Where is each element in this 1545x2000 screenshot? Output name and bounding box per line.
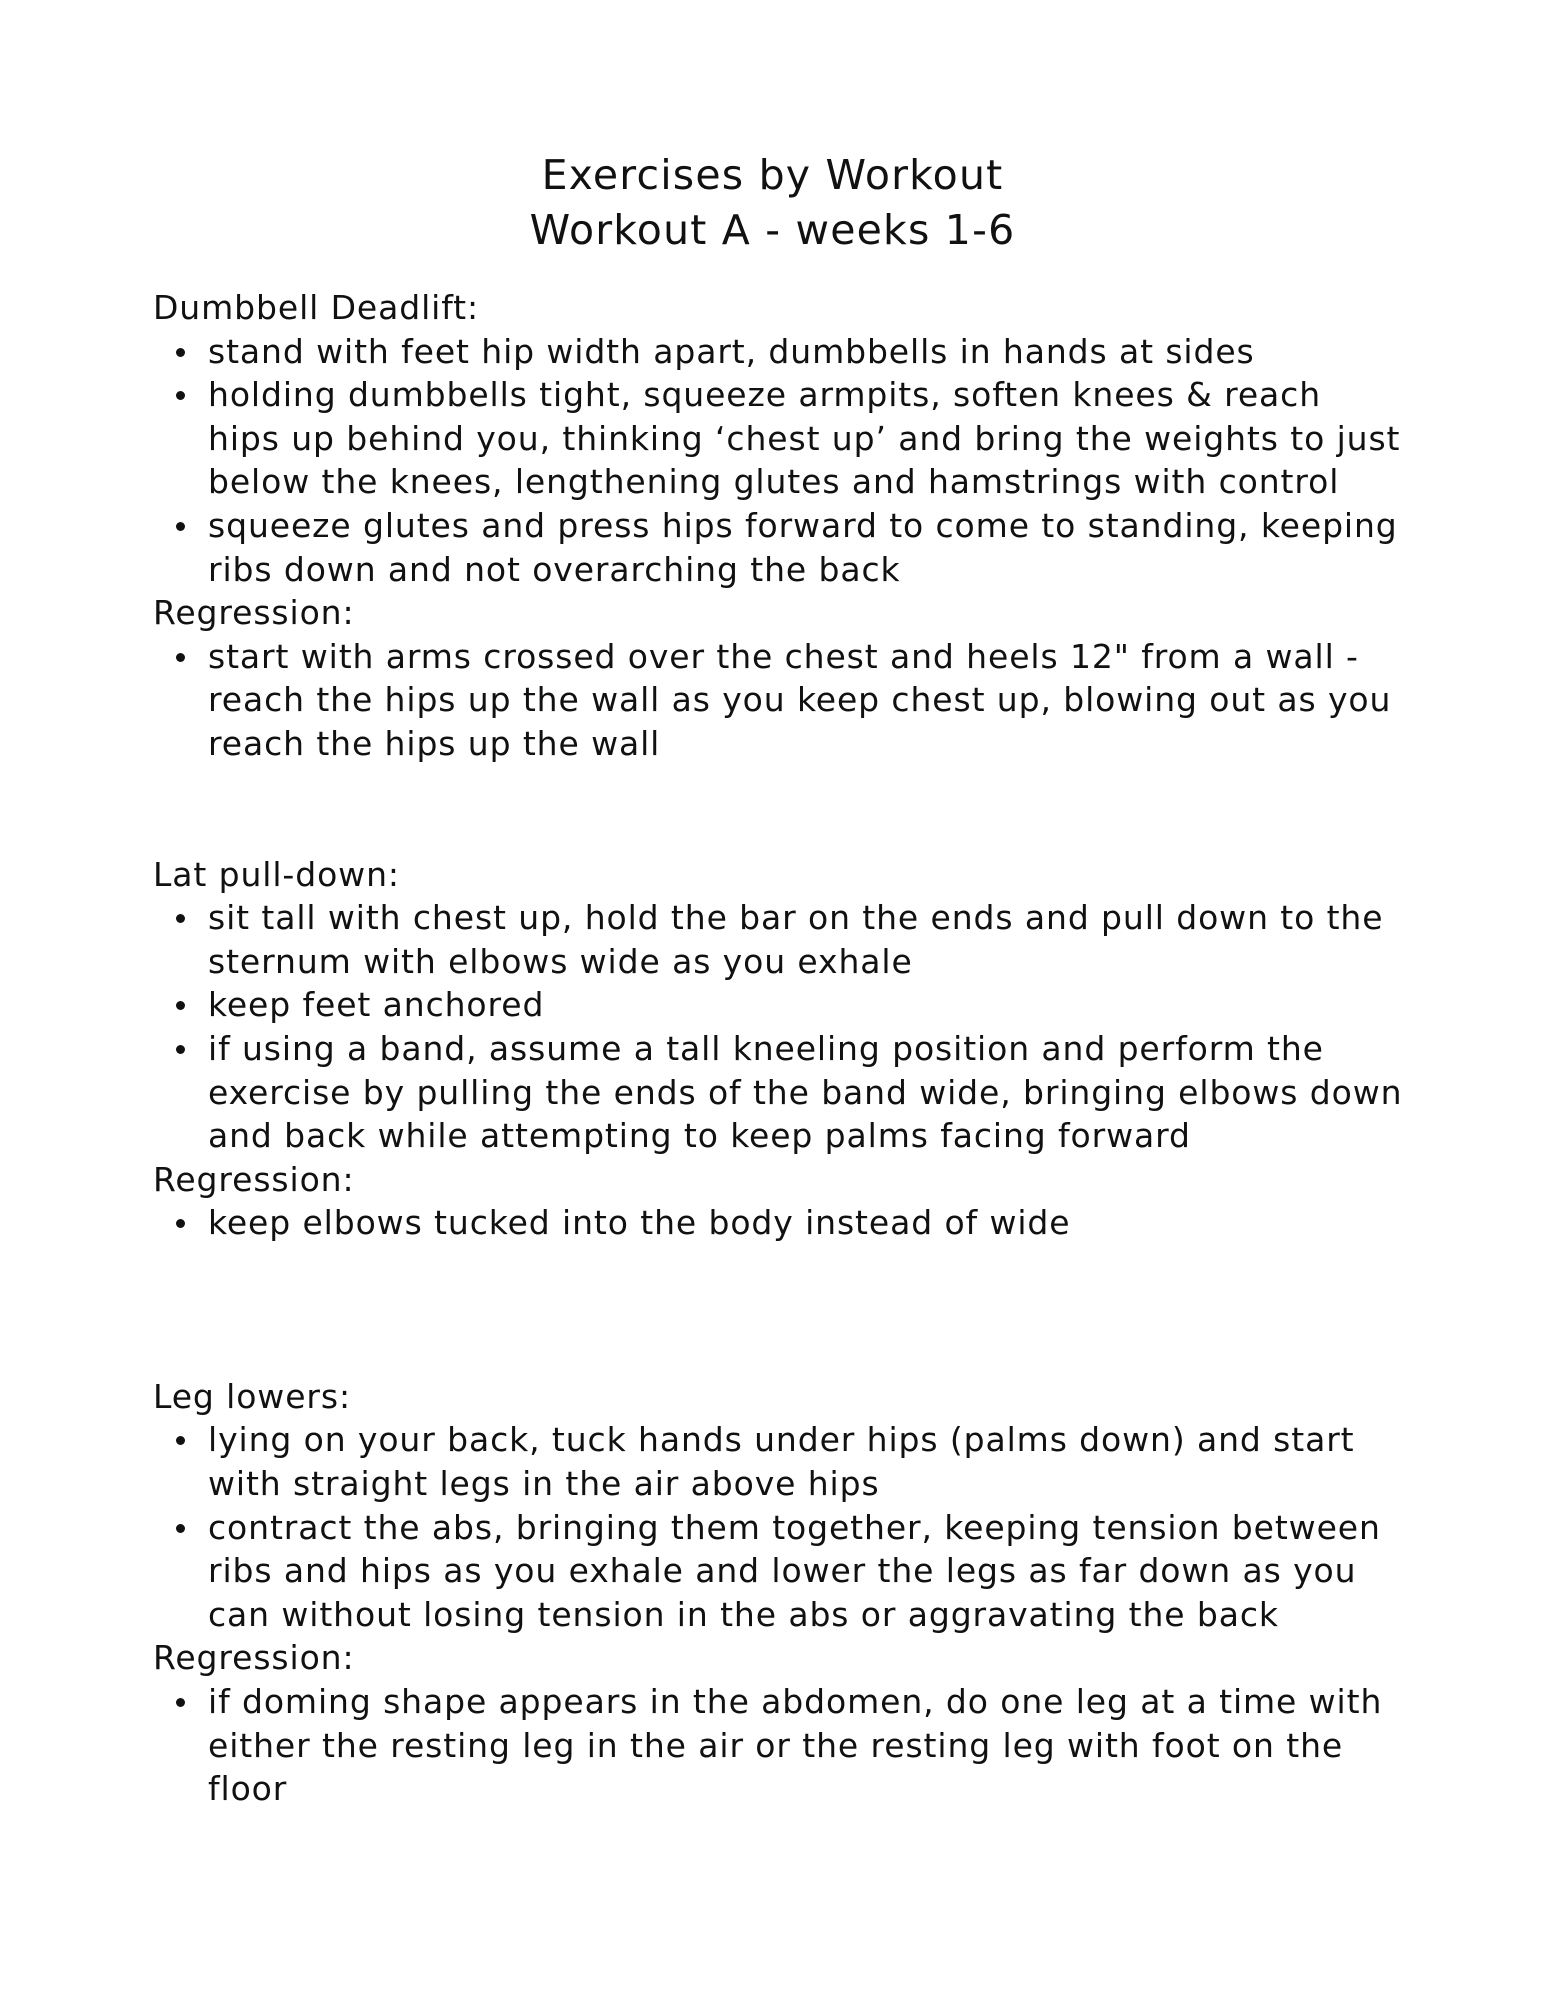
steps-list [153,330,1403,592]
regression-list [153,1201,1403,1245]
exercise-section-lat-pull-down [153,853,1403,1245]
section-spacer [153,766,1403,853]
title-line-2: Workout A - weeks 1-6 [529,206,1016,254]
step-item: sit tall with chest up, hold the bar on the ends and pull down to the sternum with elbows wide as you exhale [208,896,1403,983]
regression-heading: Regression: [153,1638,355,1678]
regression-heading: Regression: [153,593,355,633]
step-item: if using a band, assume a tall kneeling position and perform the exercise by pulling the ends of the band wide, bringing elbows down and back while attempting to keep palms facing forward [208,1027,1403,1158]
step-item: holding dumbbells tight, squeeze armpits, soften knees & reach hips up behind you, thinking ‘chest up’ and bring the weights to just below the knees, lengthening glutes and hamstrings with control [208,373,1403,504]
steps-list [153,896,1403,1158]
document-title [0,148,1545,258]
exercise-heading: Leg lowers: [153,1376,351,1416]
regression-heading: Regression: [153,1159,355,1199]
regression-list [153,635,1403,766]
step-item: lying on your back, tuck hands under hips (palms down) and start with straight legs in the air above hips [208,1418,1403,1505]
step-item: stand with feet hip width apart, dumbbells in hands at sides [208,330,1403,374]
title-line-1: Exercises by Workout [541,151,1004,199]
step-item: squeeze glutes and press hips forward to come to standing, keeping ribs down and not overarching the back [208,504,1403,591]
regression-item: if doming shape appears in the abdomen, do one leg at a time with either the resting leg in the air or the resting leg with foot on the floor [208,1680,1403,1811]
exercise-heading: Dumbbell Deadlift: [153,288,480,327]
step-item: keep feet anchored [208,983,1403,1027]
steps-list [153,1418,1403,1636]
exercise-section-leg-lowers [153,1375,1403,1811]
regression-list [153,1680,1403,1811]
regression-item: start with arms crossed over the chest and heels 12" from a wall - reach the hips up the wall as you keep chest up, blowing out as you reach the hips up the wall [208,635,1403,766]
exercise-list [153,286,1403,1811]
section-spacer [153,1245,1403,1375]
exercise-heading: Lat pull-down: [153,854,400,894]
step-item: contract the abs, bringing them together, keeping tension between ribs and hips as you exhale and lower the legs as far down as you can without losing tension in the abs or aggravating the back [208,1506,1403,1637]
exercise-section-dumbbell-deadlift [153,286,1403,766]
regression-item: keep elbows tucked into the body instead of wide [208,1201,1403,1245]
